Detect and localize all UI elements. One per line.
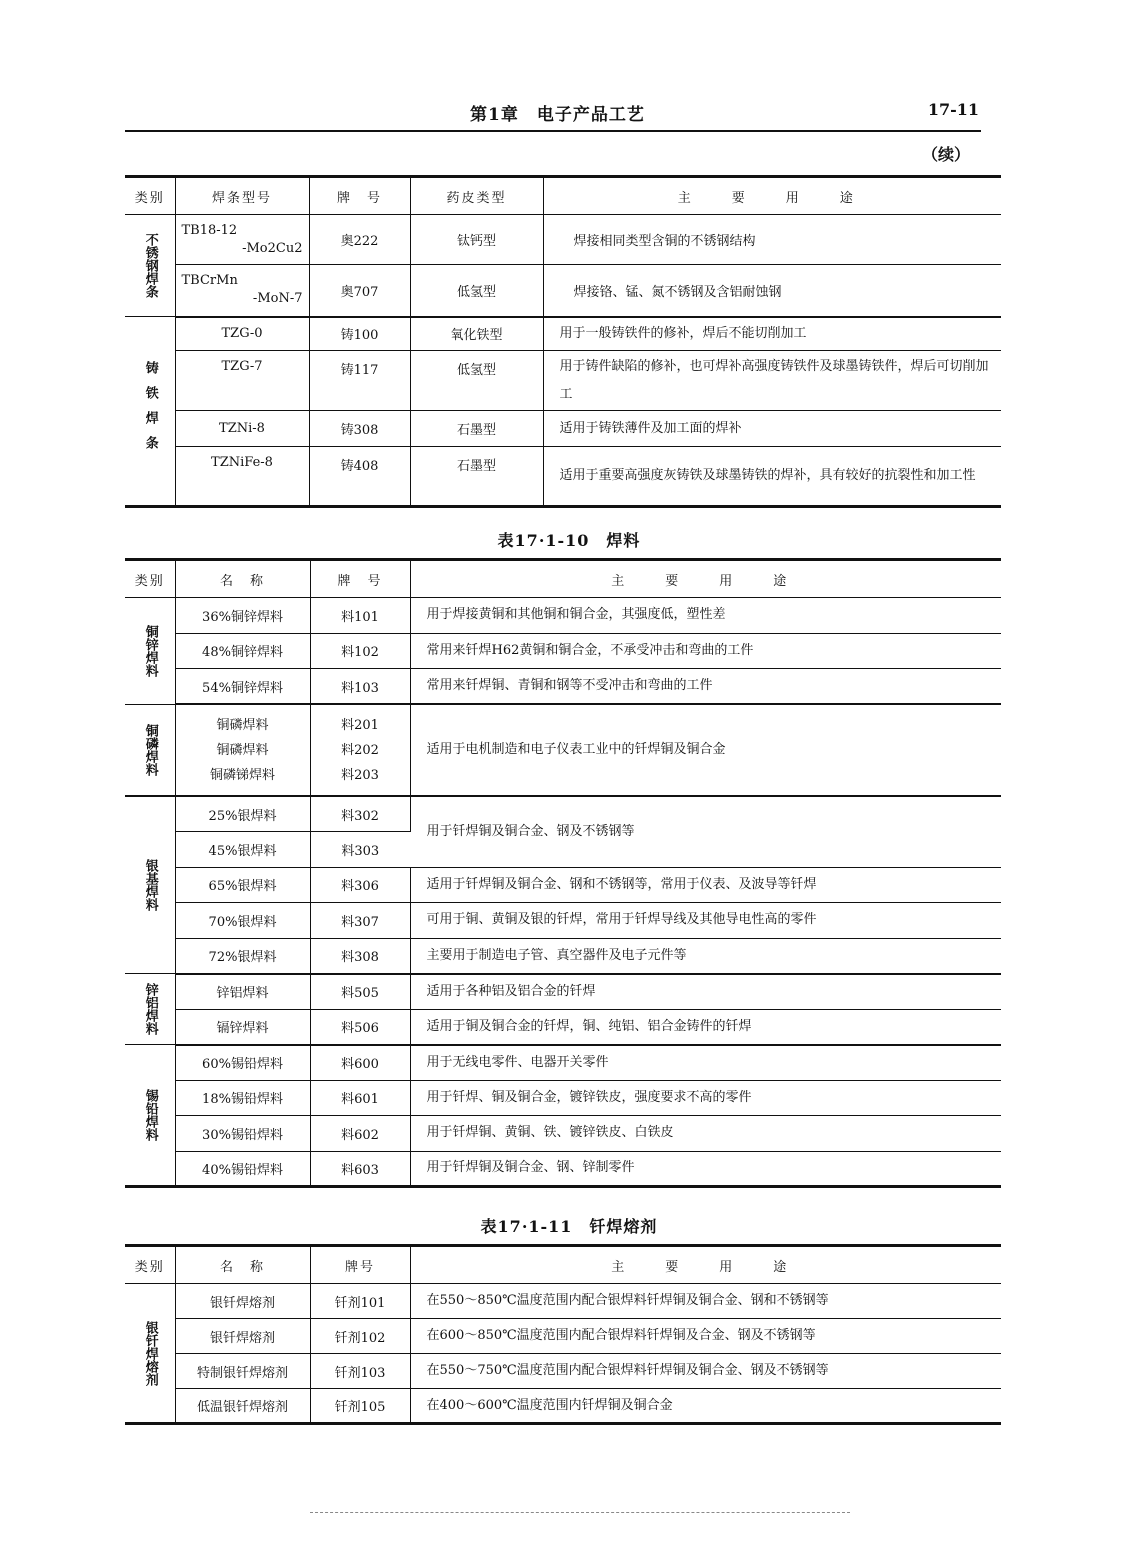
brand-cell: 钎剂103 [310,1354,410,1389]
use-cell: 用于钎焊铜及铜合金、钢及不锈钢等 [410,796,1001,867]
header-coating: 药皮类型 [410,177,543,215]
table-row [125,411,1001,447]
header-use: 主 要 用 途 [410,560,1001,598]
name-cell: 特制银钎焊熔剂 [175,1354,310,1389]
use-cell: 常用来钎焊铜、青铜和钢等不受冲击和弯曲的工件 [410,669,1001,705]
header-brand: 牌 号 [310,560,410,598]
continued-label: （续） [922,145,971,164]
use-cell: 焊接相同类型含铜的不锈钢结构 [543,215,1001,265]
header-category: 类别 [125,1246,175,1284]
use-cell: 适用于重要高强度灰铸铁及球墨铸铁的焊补，具有较好的抗裂性和加工性 [543,447,1001,507]
page-number: 17-11 [927,100,979,119]
use-cell: 用于钎焊铜、黄铜、铁、镀锌铁皮、白铁皮 [410,1116,1001,1152]
header-brand: 牌 号 [309,177,410,215]
use-cell: 用于一般铸铁件的修补，焊后不能切削加工 [543,317,1001,351]
brand-cell: 奥222 [309,215,410,265]
coating-cell: 钛钙型 [410,215,543,265]
table-row [125,903,1001,939]
brand-cell: 铸117 [309,351,410,411]
name-cell: 银钎焊熔剂 [175,1284,310,1319]
name-cell: 65%银焊料 [175,867,310,903]
brand-cell: 铸308 [309,411,410,447]
table-caption: 表17·1-10 焊料 [497,531,641,550]
page-header [125,98,981,132]
use-cell: 用于无线电零件、电器开关零件 [410,1045,1001,1081]
table-row [125,1319,1001,1354]
table-row [125,1080,1001,1116]
table-row [125,669,1001,705]
model-cell: TZG-0 [175,317,309,351]
name-line: 铜磷锑焊料 [209,767,275,783]
header-use: 主 要 用 途 [543,177,1001,215]
name-cell: 45%银焊料 [175,832,310,868]
brand-line: 料203 [341,767,379,783]
table-row [125,598,1001,634]
model-cell: TBCrMn -MoN-7 [175,265,309,317]
brand-cell: 料602 [310,1116,410,1152]
brand-cell: 料600 [310,1045,410,1081]
brand-cell: 料302 [310,796,410,832]
table-row [125,1354,1001,1389]
name-cell: 48%铜锌焊料 [175,633,310,669]
brand-cell: 料601 [310,1080,410,1116]
table-row [125,974,1001,1010]
table-row [125,938,1001,974]
use-cell: 用于钎焊铜及铜合金、钢、锌制零件 [410,1151,1001,1187]
header-name: 名 称 [175,1246,310,1284]
name-cell: 银钎焊熔剂 [175,1319,310,1354]
brand-line: 料202 [341,742,379,758]
brand-cell: 料101 [310,598,410,634]
use-cell: 适用于各种铝及铝合金的钎焊 [410,974,1001,1010]
use-cell: 适用于铜及铜合金的钎焊，铜、纯铝、铝合金铸件的钎焊 [410,1009,1001,1045]
category-cell: 不锈钢焊条 [125,215,175,317]
table-header-row [125,1246,1001,1284]
name-cell [175,704,310,796]
use-cell: 在550～750℃温度范围内配合银焊料钎焊铜及铜合金、钢及不锈钢等 [410,1354,1001,1389]
brand-cell: 料505 [310,974,410,1010]
name-cell: 54%铜锌焊料 [175,669,310,705]
brand-cell: 料306 [310,867,410,903]
category-cell: 铜锌焊料 [125,598,175,705]
electrode-table [125,175,1001,508]
name-line: 铜磷焊料 [216,717,269,733]
use-cell: 在400～600℃温度范围内钎焊铜及铜合金 [410,1389,1001,1424]
header-brand: 牌号 [310,1246,410,1284]
category-cell: 铜磷焊料 [125,704,175,796]
header-name: 名 称 [175,560,310,598]
coating-cell: 石墨型 [410,411,543,447]
use-cell: 适用于电机制造和电子仪表工业中的钎焊铜及铜合金 [410,704,1001,796]
table-row [125,1284,1001,1319]
page-footer-rule [310,1512,850,1513]
table-row [125,704,1001,796]
use-cell: 主要用于制造电子管、真空器件及电子元件等 [410,938,1001,974]
table-row [125,1151,1001,1187]
header-category: 类别 [125,560,175,598]
brand-cell: 钎剂105 [310,1389,410,1424]
coating-cell: 氧化铁型 [410,317,543,351]
table-row [125,633,1001,669]
category-cell: 锡铅焊料 [125,1045,175,1187]
use-cell: 用于钎焊、铜及铜合金，镀锌铁皮，强度要求不高的零件 [410,1080,1001,1116]
name-cell: 40%锡铅焊料 [175,1151,310,1187]
table-row [125,1045,1001,1081]
model-cell: TB18-12 -Mo2Cu2 [175,215,309,265]
brand-cell: 钎剂102 [310,1319,410,1354]
brand-cell: 料506 [310,1009,410,1045]
coating-cell: 低氢型 [410,265,543,317]
header-use: 主 要 用 途 [410,1246,1001,1284]
flux-table [125,1244,1001,1425]
model-cell: TZNi-8 [175,411,309,447]
category-cell: 银钎焊熔剂 [125,1284,175,1424]
table-row [125,215,1001,265]
brand-cell: 料307 [310,903,410,939]
brand-cell [310,704,410,796]
name-cell: 镉锌焊料 [175,1009,310,1045]
brand-cell: 铸100 [309,317,410,351]
coating-cell: 低氢型 [410,351,543,411]
table-header-row [125,177,1001,215]
table-row [125,1389,1001,1424]
use-cell: 在550～850℃温度范围内配合银焊料钎焊铜及铜合金、钢和不锈钢等 [410,1284,1001,1319]
brand-cell: 铸408 [309,447,410,507]
use-cell: 用于焊接黄铜和其他铜和铜合金，其强度低，塑性差 [410,598,1001,634]
category-cell: 铸铁焊条 [125,317,175,507]
brand-cell: 料308 [310,938,410,974]
coating-cell: 石墨型 [410,447,543,507]
chapter-title: 第1章 电子产品工艺 [470,105,645,125]
table-row [125,1009,1001,1045]
use-cell: 在600～850℃温度范围内配合银焊料钎焊铜及合金、钢及不锈钢等 [410,1319,1001,1354]
table-row [125,317,1001,351]
name-cell: 锌铝焊料 [175,974,310,1010]
table-row [125,867,1001,903]
table-row [125,265,1001,317]
brand-cell: 料103 [310,669,410,705]
brand-cell: 料603 [310,1151,410,1187]
model-cell: TZG-7 [175,351,309,411]
use-cell: 适用于钎焊铜及铜合金、钢和不锈钢等，常用于仪表、及波导等钎焊 [410,867,1001,903]
name-cell: 25%银焊料 [175,796,310,832]
table-row [125,351,1001,411]
brand-cell: 钎剂101 [310,1284,410,1319]
table-header-row [125,560,1001,598]
table-row [125,796,1001,832]
table-caption: 表17·1-11 钎焊熔剂 [480,1217,658,1236]
table-row [125,447,1001,507]
brand-line: 料201 [341,717,379,733]
use-cell: 可用于铜、黄铜及银的钎焊，常用于钎焊导线及其他导电性高的零件 [410,903,1001,939]
name-line: 铜磷焊料 [216,742,269,758]
brand-cell: 料303 [310,832,410,868]
table-row [125,1116,1001,1152]
name-cell: 30%锡铅焊料 [175,1116,310,1152]
use-cell: 适用于铸铁薄件及加工面的焊补 [543,411,1001,447]
use-cell: 常用来钎焊H62黄铜和铜合金，不承受冲击和弯曲的工件 [410,633,1001,669]
name-cell: 36%铜锌焊料 [175,598,310,634]
header-category: 类别 [125,177,175,215]
category-cell: 银基焊料 [125,796,175,974]
use-cell: 焊接铬、锰、氮不锈钢及含铝耐蚀钢 [543,265,1001,317]
name-cell: 70%银焊料 [175,903,310,939]
use-cell: 用于铸件缺陷的修补，也可焊补高强度铸铁件及球墨铸铁件，焊后可切削加工 [543,351,1001,411]
name-cell: 低温银钎焊熔剂 [175,1389,310,1424]
model-cell: TZNiFe-8 [175,447,309,507]
brand-cell: 料102 [310,633,410,669]
solder-table [125,558,1001,1188]
category-cell: 锌铝焊料 [125,974,175,1045]
name-cell: 18%锡铅焊料 [175,1080,310,1116]
name-cell: 72%银焊料 [175,938,310,974]
header-model: 焊条型号 [175,177,309,215]
name-cell: 60%锡铅焊料 [175,1045,310,1081]
brand-cell: 奥707 [309,265,410,317]
